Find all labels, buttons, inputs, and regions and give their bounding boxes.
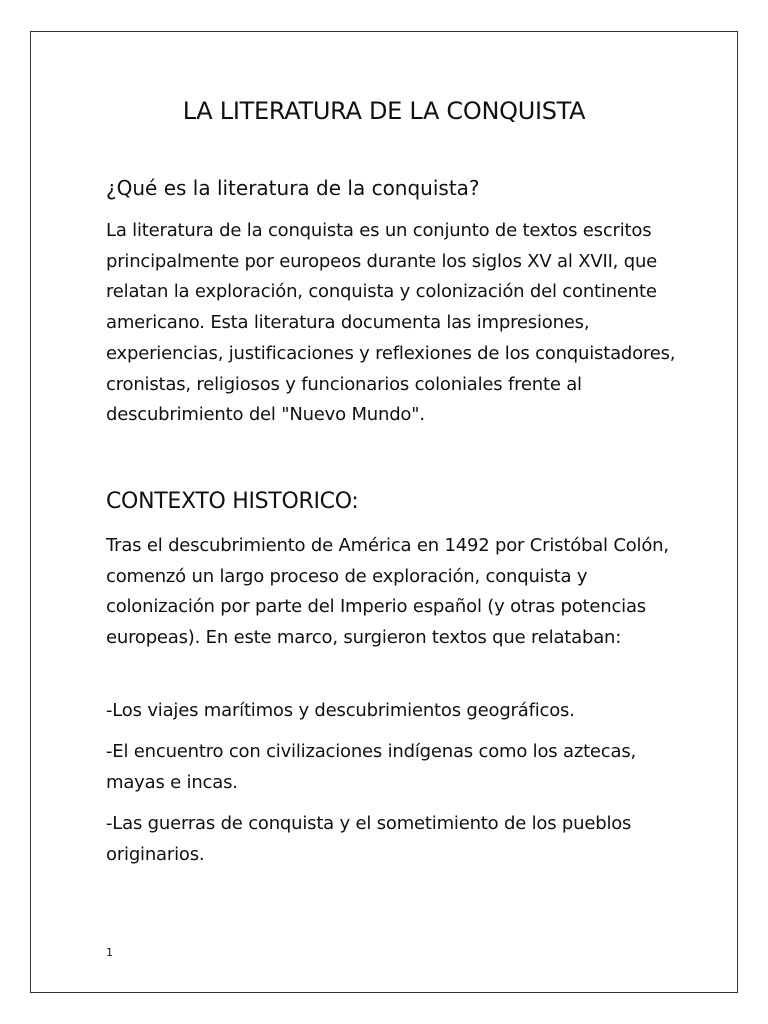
intro-paragraph: La literatura de la conquista es un conjunto de textos escritos principalmente por europeos durante los siglos XV al XVII, que relatan la exploración, conquista y colonización del continente americano. Esta literatura documenta las impresiones, experiencias, justificaciones y reflexiones de los conquistadores, cronistas, religiosos y funcionarios coloniales frente al descubrimiento del "Nuevo Mundo". [106,220,676,426]
section-heading-historical-context: CONTEXTO HISTORICO: [106,489,359,514]
page-number: 1 [106,946,113,959]
document-page [30,31,738,993]
question-heading: ¿Qué es la literatura de la conquista? [106,176,480,200]
page-title: LA LITERATURA DE LA CONQUISTA [182,97,586,125]
list-item: -El encuentro con civilizaciones indígenas como los aztecas, mayas e incas. [106,741,637,793]
list-item: -Los viajes marítimos y descubrimientos geográficos. [106,700,575,721]
list-item: -Las guerras de conquista y el sometimiento de los pueblos originarios. [106,813,632,865]
context-paragraph: Tras el descubrimiento de América en 1492 por Cristóbal Colón, comenzó un largo proceso de exploración, conquista y colonización por parte del Imperio español (y otras potencias europeas). En este marco, surgieron textos que relataban: [106,535,669,649]
